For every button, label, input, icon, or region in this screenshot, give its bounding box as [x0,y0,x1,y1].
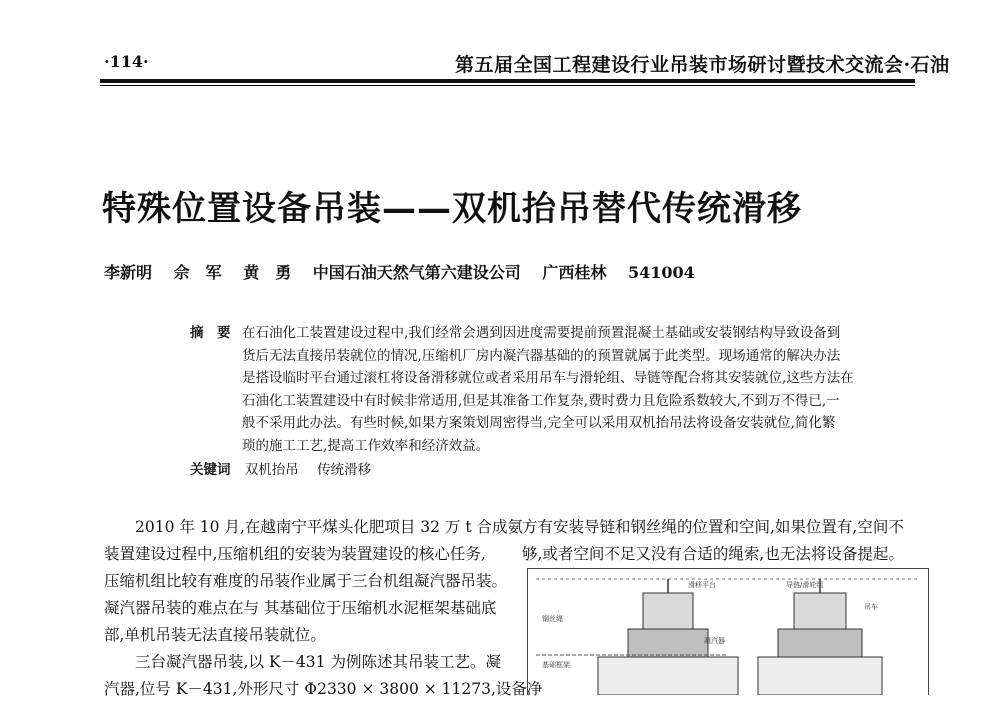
figure-label: 滑移平台 [688,581,716,589]
figure-drawing [528,569,928,695]
page-number: ·114· [104,52,149,71]
header-rule-thin [100,85,915,86]
abstract [190,322,866,457]
body-line: 压缩机组比较有难度的吊装作业属于三台机组凝汽器吊装。 [104,572,508,590]
author-name: 佘 军 [173,263,222,282]
figure-equipment-right [778,629,862,657]
figure-foundation-right [758,657,882,695]
figure-lift-block-left [643,593,693,629]
body-line: 三台凝汽器吊装,以 K－431 为例陈述其吊装工艺。凝 [104,653,501,671]
author-name: 李新明 [104,263,153,282]
body-line: 汽器,位号 K－431,外形尺寸 Φ2330 × 3800 × 11273,设备净 [104,680,543,698]
header-rule-thick [100,79,915,83]
keyword: 双机抬吊 [244,462,299,478]
figure-label: 凝汽器 [704,637,725,645]
body-line: 够,或者空间不足又没有合适的绳索,也无法将设备提起。 [522,545,904,563]
keywords [190,458,371,478]
figure-label: 钢丝绳 [542,615,563,623]
body-column-right [522,514,922,568]
body-line: 凝汽器吊装的难点在与 其基础位于压缩机水泥框架基础底 [104,599,497,617]
figure-label: 吊车 [864,603,878,611]
figure-label: 基础框架 [542,661,570,669]
figure-foundation-left [598,657,738,695]
abstract-line: 般不采用此办法。有些时候,如果方案策划周密得当,完全可以采用双机抬吊法将设备安装就位,简化繁 [242,415,836,431]
author-postcode: 541004 [627,263,695,282]
body-line: 装置建设过程中,压缩机组的安装为装置建设的核心任务, [104,545,486,563]
abstract-body [242,322,866,457]
author-affiliation: 中国石油天然气第六建设公司 [312,263,521,282]
author-line [104,260,711,283]
abstract-line: 在石油化工装置建设过程中,我们经常会遇到因进度需要提前预置混凝土基础或安装钢结构导致设备到 [242,325,841,341]
keywords-label: 关键词 [190,462,231,478]
article-title: 特殊位置设备吊装——双机抬吊替代传统滑移 [102,189,802,229]
figure-equipment-left [628,629,708,657]
abstract-line: 是搭设临时平台通过滚杠将设备滑移就位或者采用吊车与滑轮组、导链等配合将其安装就位,这些方法在 [242,370,854,386]
abstract-line: 石油化工装置建设中有时候非常适用,但是其准备工作复杂,费时费力且危险系数较大,不到万不得已,一 [242,392,840,409]
figure-label: 导链/滑轮组 [786,581,824,589]
author-name: 黄 勇 [243,263,292,282]
abstract-line: 琐的施工工艺,提高工作效率和经济效益。 [242,437,490,454]
body-column-left [104,514,543,703]
body-line: 2010 年 10 月,在越南宁平煤头化肥项目 32 万 t 合成氨 [104,518,524,536]
author-location: 广西桂林 [542,263,607,282]
abstract-line: 货后无法直接吊装就位的情况,压缩机厂房内凝汽器基础的的预置就属于此类型。现场通常的解决办法 [242,347,841,364]
body-line: 部,单机吊装无法直接吊装就位。 [104,626,326,644]
figure-lift-block-right [794,593,846,629]
keyword: 传统滑移 [317,462,372,478]
figure-lifting-diagram [527,568,929,695]
abstract-label: 摘 要 [190,325,231,341]
conference-header: 第五届全国工程建设行业吊装市场研讨暨技术交流会·石油 [455,54,950,76]
body-line: 方有安装导链和钢丝绳的位置和空间,如果位置有,空间不 [522,518,904,536]
